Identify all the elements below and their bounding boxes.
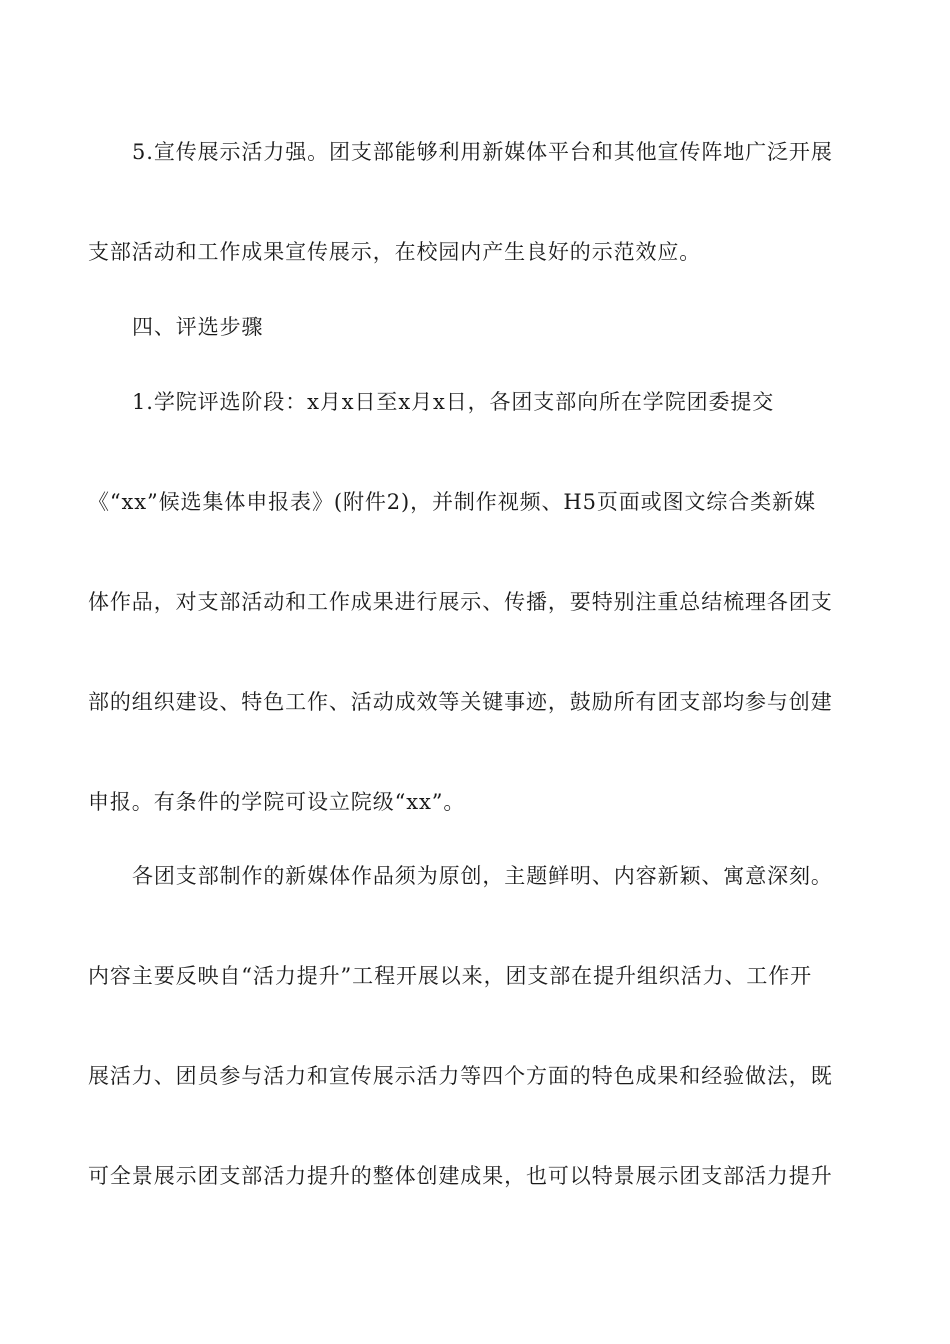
paragraph-line: 5.宣传展示活力强。团支部能够利用新媒体平台和其他宣传阵地广泛开展 (132, 140, 833, 164)
paragraph-line: 内容主要反映自“活力提升”工程开展以来，团支部在提升组织活力、工作开 (88, 964, 813, 988)
paragraph-line: 申报。有条件的学院可设立院级“xx”。 (88, 790, 466, 814)
paragraph-line: 展活力、团员参与活力和宣传展示活力等四个方面的特色成果和经验做法，既 (88, 1064, 833, 1088)
paragraph-line: 支部活动和工作成果宣传展示，在校园内产生良好的示范效应。 (88, 240, 702, 264)
paragraph-line: 《“xx”候选集体申报表》(附件2)，并制作视频、H5页面或图文综合类新媒 (88, 490, 816, 514)
paragraph-line: 部的组织建设、特色工作、活动成效等关键事迹，鼓励所有团支部均参与创建 (88, 690, 833, 714)
paragraph-line: 体作品，对支部活动和工作成果进行展示、传播，要特别注重总结梳理各团支 (88, 590, 833, 614)
section-heading: 四、评选步骤 (132, 315, 264, 339)
paragraph-line: 1.学院评选阶段：x月x日至x月x日，各团支部向所在学院团委提交 (132, 390, 775, 414)
paragraph-line: 可全景展示团支部活力提升的整体创建成果，也可以特景展示团支部活力提升 (88, 1164, 833, 1188)
paragraph-line: 各团支部制作的新媒体作品须为原创，主题鲜明、内容新颖、寓意深刻。 (132, 864, 833, 888)
